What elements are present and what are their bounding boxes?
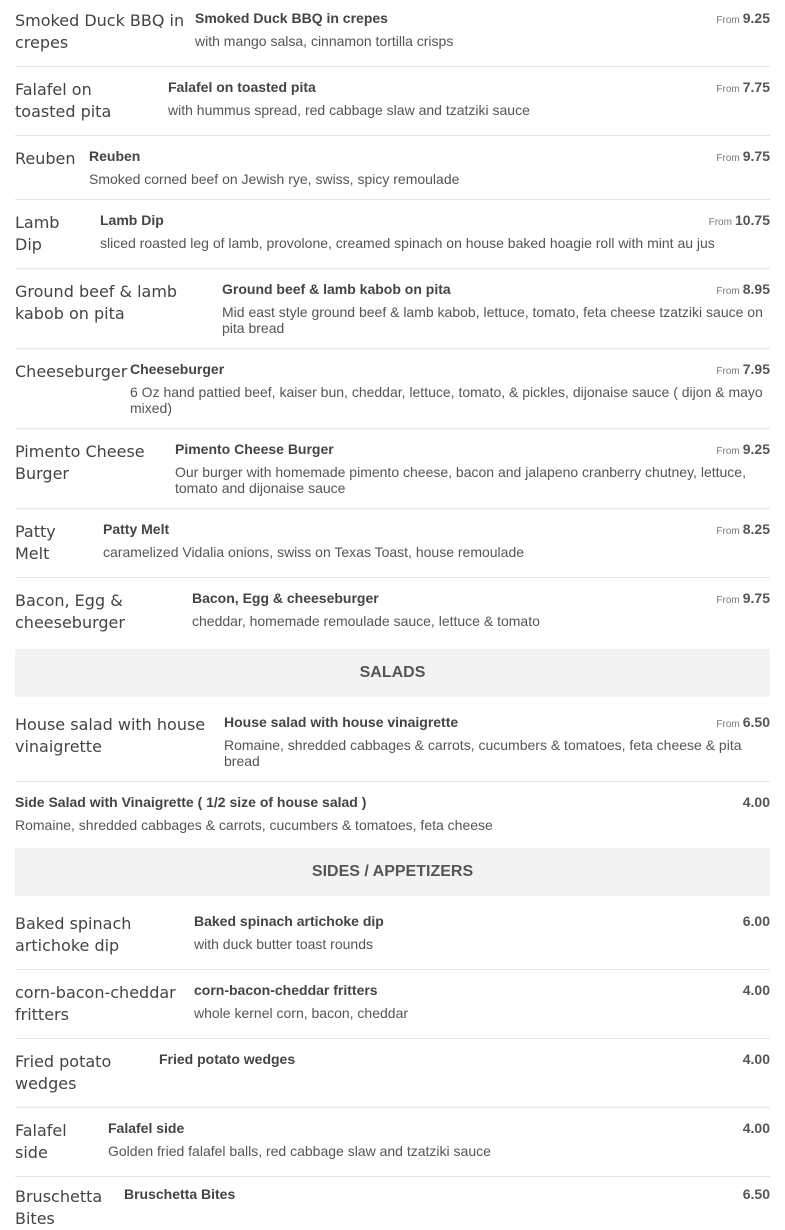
item-name: Ground beef & lamb kabob on pita <box>222 281 451 297</box>
menu-item[interactable] <box>15 148 770 199</box>
menu-item[interactable] <box>15 714 770 781</box>
item-description: Mid east style ground beef & lamb kabob, lettuce, tomato, feta cheese tzatziki sauce on pita bread <box>222 304 763 336</box>
item-price <box>743 794 770 812</box>
divider <box>15 577 770 578</box>
menu-item[interactable] <box>15 521 770 577</box>
item-price <box>716 361 770 379</box>
item-name: Falafel on toasted pita <box>168 79 316 95</box>
item-price <box>709 212 770 230</box>
item-price <box>716 281 770 299</box>
from-label: From <box>716 719 740 730</box>
item-name: Fried potato wedges <box>159 1051 296 1067</box>
divider <box>15 781 770 782</box>
price-amount: 8.95 <box>742 281 770 297</box>
item-description: 6 Oz hand pattied beef, kaiser bun, cheddar, lettuce, tomato, & pickles, dijonaise sauce ( dijon & mayo mixed) <box>130 384 763 416</box>
menu-item[interactable] <box>15 590 770 640</box>
menu-item[interactable] <box>15 794 770 840</box>
item-name: Bruschetta Bites <box>124 1186 236 1202</box>
item-price <box>743 1051 770 1069</box>
item-price <box>716 10 770 28</box>
from-label: From <box>716 595 740 606</box>
item-image: Fried potato wedges <box>15 1052 112 1093</box>
item-description: caramelized Vidalia onions, swiss on Texas Toast, house remoulade <box>103 544 525 560</box>
menu-item[interactable] <box>15 1186 770 1228</box>
divider <box>15 135 770 136</box>
item-price <box>743 1186 770 1204</box>
divider <box>15 1107 770 1108</box>
from-label: From <box>716 446 740 457</box>
item-price <box>716 441 770 459</box>
item-image: Falafel side <box>15 1121 67 1162</box>
menu-item[interactable] <box>15 982 770 1038</box>
item-name: Pimento Cheese Burger <box>175 441 334 457</box>
item-description: with duck butter toast rounds <box>194 936 373 952</box>
divider <box>15 1176 770 1177</box>
menu-item[interactable] <box>15 79 770 135</box>
item-description: whole kernel corn, bacon, cheddar <box>194 1005 409 1021</box>
price-amount: 9.75 <box>742 590 770 606</box>
price-amount: 7.95 <box>742 361 770 377</box>
item-description: Our burger with homemade pimento cheese, bacon and jalapeno cranberry chutney, lettuce, tomato and dijonaise sauce <box>175 464 746 496</box>
from-label: From <box>716 153 740 164</box>
menu-item[interactable] <box>15 10 770 66</box>
item-name: Patty Melt <box>103 521 170 537</box>
item-image: Ground beef & lamb kabob on pita <box>15 282 178 323</box>
price-amount: 7.75 <box>742 79 770 95</box>
item-image: Pimento Cheese Burger <box>15 442 145 483</box>
item-image: Falafel on toasted pita <box>15 80 112 121</box>
price-amount: 6.00 <box>742 913 770 929</box>
item-price <box>716 521 770 539</box>
item-price <box>743 913 770 931</box>
item-price <box>743 982 770 1000</box>
price-amount: 4.00 <box>742 982 770 998</box>
item-name: Bacon, Egg & cheeseburger <box>192 590 379 606</box>
price-amount: 4.00 <box>742 1120 770 1136</box>
menu-item[interactable] <box>15 441 770 508</box>
item-name: Side Salad with Vinaigrette ( 1/2 size of house salad ) <box>15 794 367 810</box>
item-name: Cheeseburger <box>130 361 225 377</box>
item-name: corn-bacon-cheddar fritters <box>194 982 378 998</box>
menu-item[interactable] <box>15 361 770 428</box>
price-amount: 9.25 <box>742 441 770 457</box>
price-amount: 4.00 <box>742 1051 770 1067</box>
item-price <box>743 1120 770 1138</box>
item-image: Patty Melt <box>15 522 56 563</box>
menu-item[interactable] <box>15 913 770 969</box>
from-label: From <box>716 15 740 26</box>
item-description: cheddar, homemade remoulade sauce, lettuce & tomato <box>192 613 540 629</box>
divider <box>15 268 770 269</box>
divider <box>15 199 770 200</box>
price-amount: 6.50 <box>742 714 770 730</box>
divider <box>15 969 770 970</box>
item-image: Baked spinach artichoke dip <box>15 914 132 955</box>
price-amount: 4.00 <box>742 794 770 810</box>
from-label: From <box>708 217 732 228</box>
divider <box>15 66 770 67</box>
price-amount: 8.25 <box>742 521 770 537</box>
item-description: with hummus spread, red cabbage slaw and tzatziki sauce <box>168 102 530 118</box>
section-heading-sides: SIDES / APPETIZERS <box>15 848 770 896</box>
item-image: House salad with house vinaigrette <box>15 715 206 756</box>
item-price <box>716 79 770 97</box>
item-description: with mango salsa, cinnamon tortilla crisps <box>195 33 454 49</box>
item-image: corn-bacon-cheddar fritters <box>15 983 176 1024</box>
menu-item[interactable] <box>15 212 770 268</box>
item-description: Golden fried falafel balls, red cabbage slaw and tzatziki sauce <box>108 1143 491 1159</box>
divider <box>15 428 770 429</box>
item-name: Baked spinach artichoke dip <box>194 913 384 929</box>
item-description: Romaine, shredded cabbages & carrots, cucumbers & tomatoes, feta cheese <box>15 817 493 833</box>
item-image: Lamb Dip <box>15 213 60 254</box>
item-price <box>716 590 770 608</box>
item-name: Lamb Dip <box>100 212 164 228</box>
from-label: From <box>716 84 740 95</box>
from-label: From <box>716 366 740 377</box>
item-image: Smoked Duck BBQ in crepes <box>15 11 185 52</box>
price-amount: 10.75 <box>734 212 770 228</box>
section-heading-salads: SALADS <box>15 649 770 697</box>
menu-item[interactable] <box>15 1120 770 1176</box>
item-description: Romaine, shredded cabbages & carrots, cucumbers & tomatoes, feta cheese & pita bread <box>224 737 742 769</box>
item-image: Bruschetta Bites <box>15 1187 103 1228</box>
price-amount: 6.50 <box>742 1186 770 1202</box>
item-image: Reuben <box>15 149 76 168</box>
divider <box>15 508 770 509</box>
item-price <box>716 714 770 732</box>
from-label: From <box>716 526 740 537</box>
divider <box>15 1038 770 1039</box>
from-label: From <box>716 286 740 297</box>
item-description: Smoked corned beef on Jewish rye, swiss, spicy remoulade <box>89 171 460 187</box>
item-price <box>716 148 770 166</box>
menu-item[interactable] <box>15 281 770 348</box>
item-name: Smoked Duck BBQ in crepes <box>195 10 388 26</box>
item-image: Cheeseburger <box>15 362 128 381</box>
price-amount: 9.75 <box>742 148 770 164</box>
price-amount: 9.25 <box>742 10 770 26</box>
item-name: Reuben <box>89 148 141 164</box>
item-name: Falafel side <box>108 1120 185 1136</box>
divider <box>15 348 770 349</box>
menu-item[interactable] <box>15 1051 770 1107</box>
item-image: Bacon, Egg & cheeseburger <box>15 591 125 632</box>
item-name: House salad with house vinaigrette <box>224 714 459 730</box>
item-description: sliced roasted leg of lamb, provolone, creamed spinach on house baked hoagie roll with mint au jus <box>100 235 715 251</box>
